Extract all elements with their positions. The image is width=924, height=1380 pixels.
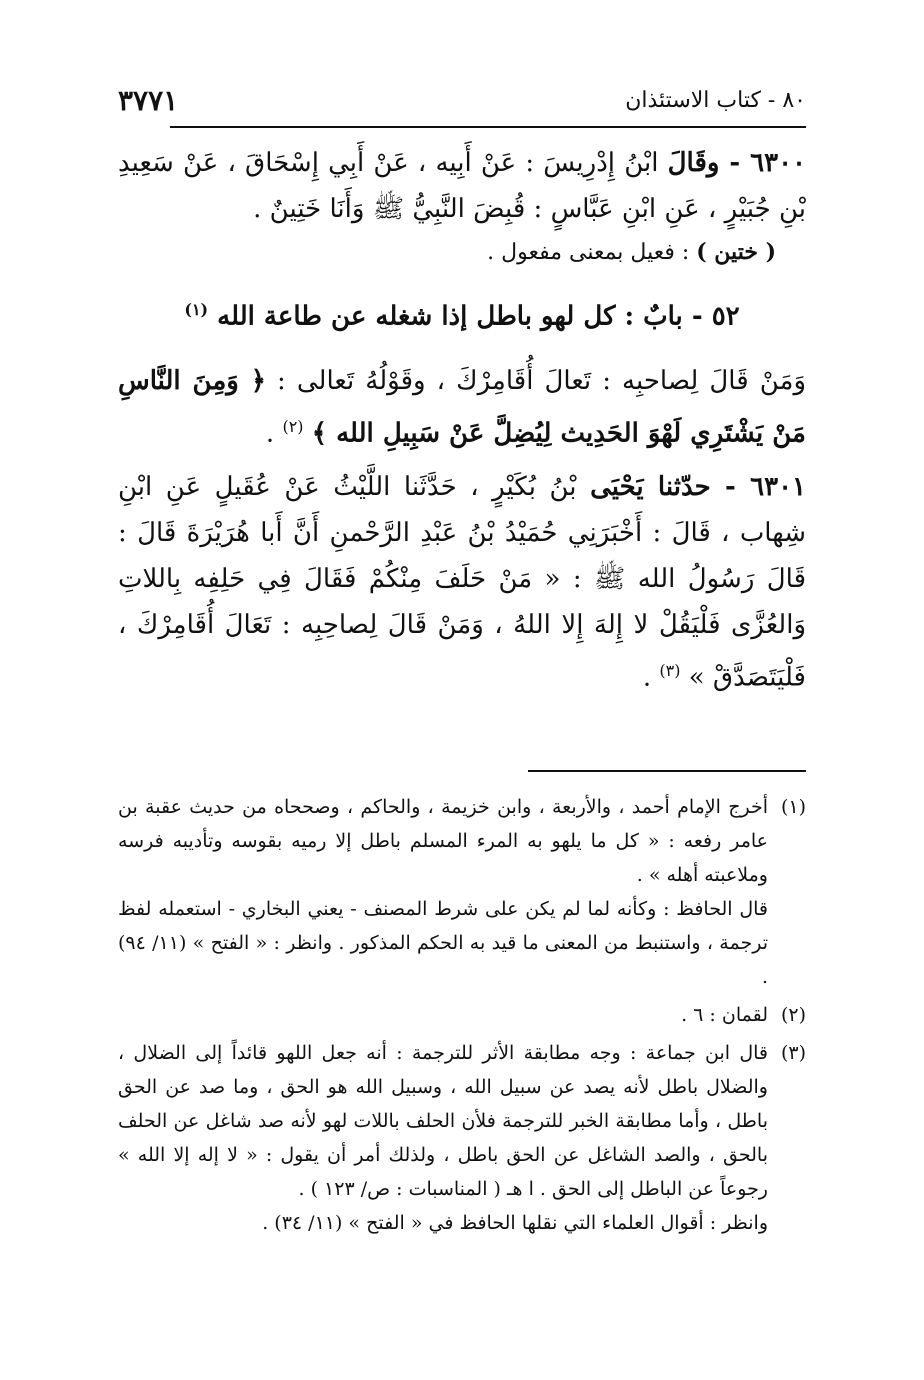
hadith-lead: وقَالَ (667, 148, 720, 178)
footnote-paragraph: لقمان : ٦ . (681, 1004, 768, 1026)
header-rule (170, 126, 806, 128)
chapter-heading (118, 287, 806, 340)
gloss-text: : فعيل بمعنى مفعول . (487, 240, 697, 265)
footnote (118, 1036, 806, 1240)
intro-text: وَمَنْ قَالَ لِصاحبِه : تَعالَ أُقَامِرْكَ ، وقَوْلُهُ تَعالى : (265, 365, 807, 396)
footnote-paragraph: قال ابن جماعة : وجه مطابقة الأثر للترجمة : أنه جعل اللهو قائداً إلى الضلال ، والضلال باطل لأنه يصد عن سبيل الله ، وسبيل الله هو الحق ، وما صد عن الحق باطل ، وأما مطابقة الخبر للترجمة فلأن الحلف باللات لهو لأنه صد شاغل عن الحلف بالحق ، والصد الشاغل عن الحق باطل ، ولذلك أمر أن يقول : « لا إله إلا الله » رجوعاً عن الباطل إلى الحق . ا هـ ( المناسبات : ص/ ١٢٣ ) . (118, 1042, 768, 1200)
footnote-paragraph: قال الحافظ : وكأنه لما لم يكن على شرط المصنف - يعني البخاري - استعمله لفظ ترجمة ، واستنبط من المعنى ما قيد به الحكم المذكور . وانظر : « الفتح » (١١/ ٩٤) . (118, 898, 768, 988)
hadith-number: ٦٣٠٠ - (719, 148, 806, 178)
main-text (118, 140, 806, 701)
hadith-lead: حدّثنا يَحْيَى (590, 472, 711, 503)
footnote-mark: (٣) (780, 1042, 806, 1064)
running-header (118, 84, 806, 124)
quran-verse: ﴿ وَمِنَ النَّاسِ مَنْ يَشْتَرِي لَهْوَ الحَدِيث لِيُضِلَّ عَنْ سَبِيلِ الله ﴾ (118, 365, 806, 449)
footnote-paragraph: وانظر : أقوال العلماء التي نقلها الحافظ في « الفتح » (١١/ ٣٤) . (262, 1212, 768, 1234)
intro-end: . (265, 418, 283, 449)
hadith-6301 (118, 464, 806, 701)
gloss-word: ( ختين ) (696, 239, 776, 265)
footnote-ref: (١) (184, 300, 209, 319)
page-number: ٣٧٧١ (118, 84, 179, 117)
hadith-6300 (118, 140, 806, 232)
hadith-text: ابْنُ إِدْرِيسَ : عَنْ أَبِيه ، عَنْ أَبِي إِسْحَاقَ ، عَنْ سَعِيدِ بْنِ جُبَيْرٍ ، عَنِ ابْنِ عَبَّاسٍ : قُبِضَ النَّبِيُّ ﷺ وَأَنَا خَتِينٌ . (118, 148, 806, 224)
footnote-ref: (٣) (659, 661, 681, 681)
footnote-mark: (١) (780, 796, 806, 818)
hadith-text: بْنُ بُكَيْرٍ ، حَدَّثَنا اللَّيْثُ عَنْ عُقَيلٍ عَنِ ابْنِ شِهاب ، قَالَ : أَخْبَرَنِي حُمَيْدُ بْنُ عَبْدِ الرَّحْمنِ أَنَّ أَبا هُرَيْرَةَ قَالَ : قَالَ رَسُولُ الله ﷺ : « مَنْ حَلَفَ مِنْكُمْ فَقَالَ فِي حَلِفِه بِاللاتِ وَالعُزَّى فَلْيَقُلْ لا إِلهَ إِلا اللهُ ، وَمَنْ قَالَ لِصاحِبِه : تَعَالَ أُقَامِرْكَ ، فَلْيَتَصَدَّقْ » (118, 472, 806, 693)
bab-title: : كل لهو باطل إذا شغله عن طاعة الله (217, 301, 644, 332)
footnote-rule (528, 770, 806, 772)
footnote-mark: (٢) (780, 1004, 806, 1026)
gloss-line (118, 232, 806, 273)
bab-number: ٥٢ - بابٌ (643, 301, 740, 332)
footnote (118, 790, 806, 994)
hadith-end: . (642, 662, 660, 693)
footnote (118, 998, 806, 1032)
footnote-ref: (٢) (282, 416, 304, 436)
hadith-number: ٦٣٠١ - (710, 472, 806, 503)
footnotes (118, 790, 806, 1244)
chapter-title: ٨٠ - كتاب الاستئذان (625, 88, 806, 113)
footnote-paragraph: أخرج الإمام أحمد ، والأربعة ، وابن خزيمة ، والحاكم ، وصححاه من حديث عقبة بن عامر رفعه : « كل ما يلهو به المرء المسلم باطل إلا رميه بقوسه وتأديبه فرسه وملاعبته أهله » . (118, 796, 768, 886)
chapter-intro (118, 358, 806, 457)
